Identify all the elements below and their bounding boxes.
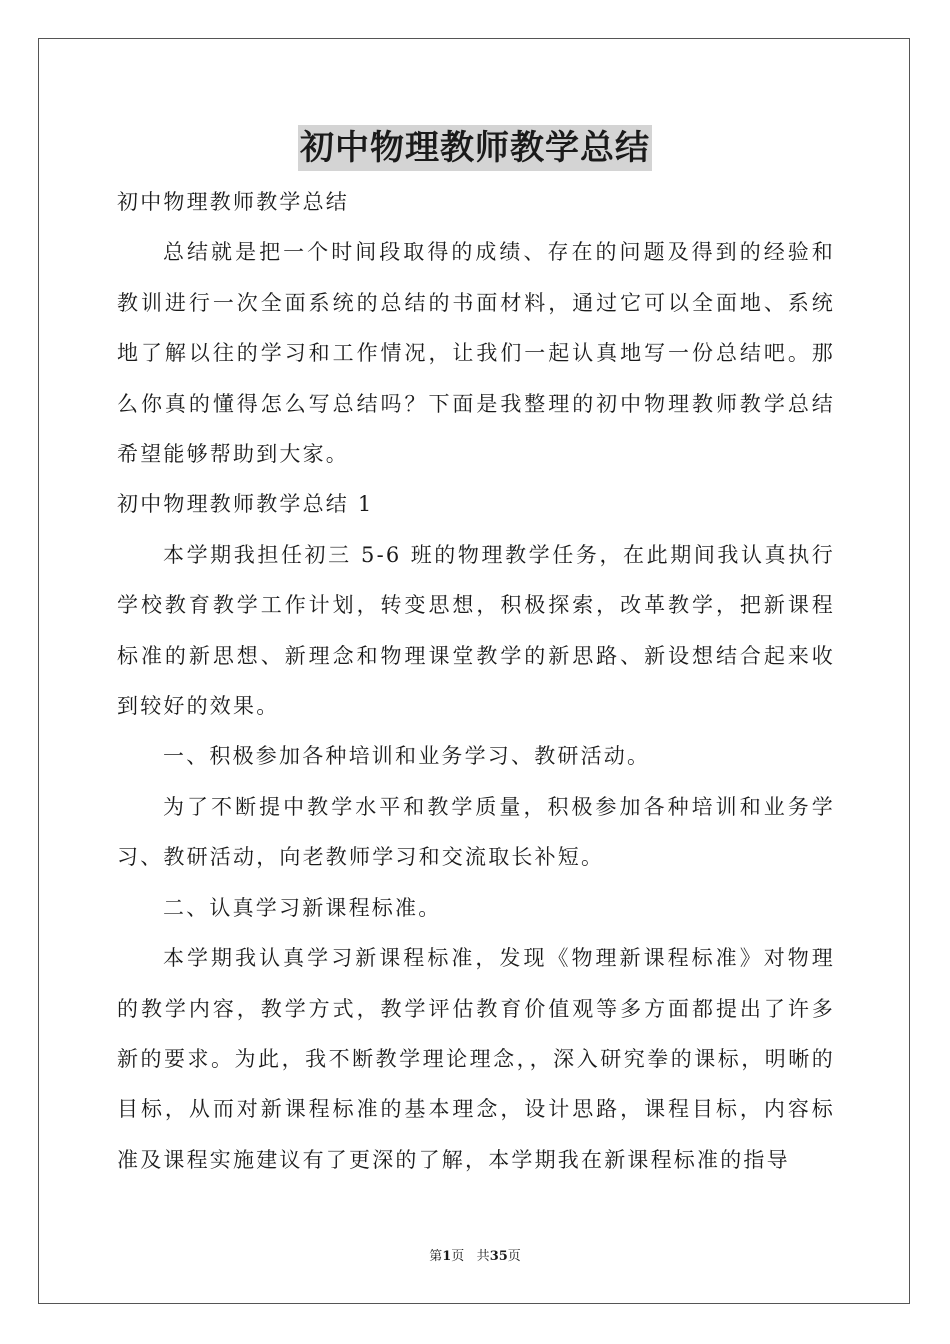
footer-total-suffix: 页 — [507, 1249, 521, 1264]
page-footer — [0, 1248, 950, 1266]
document-title-text: 初中物理教师教学总结 — [298, 125, 652, 171]
paragraph-training: 为了不断提中教学水平和教学质量，积极参加各种培训和业务学习、教研活动，向老教师学习和交流取长补短。 — [117, 794, 835, 870]
subheading-curriculum: 二、认真学习新课程标准。 — [163, 895, 442, 920]
footer-total-prefix: 共 — [476, 1249, 490, 1264]
subheading-training: 一、积极参加各种培训和业务学习、教研活动。 — [163, 744, 651, 769]
footer-page-prefix: 第 — [429, 1249, 443, 1264]
footer-page-number: 1 — [442, 1249, 452, 1264]
paragraph-intro: 总结就是把一个时间段取得的成绩、存在的问题及得到的经验和教训进行一次全面系统的总结的书面材料，通过它可以全面地、系统地了解以往的学习和工作情况，让我们一起认真地写一份总结吧。那么你真的懂得怎么写总结吗？下面是我整理的初中物理教师教学总结希望能够帮助到大家。 — [117, 240, 835, 467]
section-heading-1: 初中物理教师教学总结 1 — [117, 492, 374, 517]
document-body — [117, 177, 835, 1185]
paragraph-subtitle: 初中物理教师教学总结 — [117, 190, 349, 214]
paragraph-curriculum: 本学期我认真学习新课程标准，发现《物理新课程标准》对物理的教学内容，教学方式，教学评估教育价值观等多方面都提出了许多新的要求。为此，我不断教学理论理念，，深入研究拳的课标，明晰的目标，从而对新课程标准的基本理念，设计思路，课程目标，内容标准及课程实施建议有了更深的了解，本学期我在新课程标准的指导 — [117, 946, 835, 1172]
document-title — [0, 125, 950, 171]
footer-page-suffix: 页 — [451, 1249, 465, 1264]
footer-total-pages: 35 — [489, 1249, 508, 1264]
paragraph-overview: 本学期我担任初三 5-6 班的物理教学任务，在此期间我认真执行学校教育教学工作计划，转变思想，积极探索，改革教学，把新课程标准的新思想、新理念和物理课堂教学的新思路、新设想结合起来收到较好的效果。 — [117, 542, 835, 719]
